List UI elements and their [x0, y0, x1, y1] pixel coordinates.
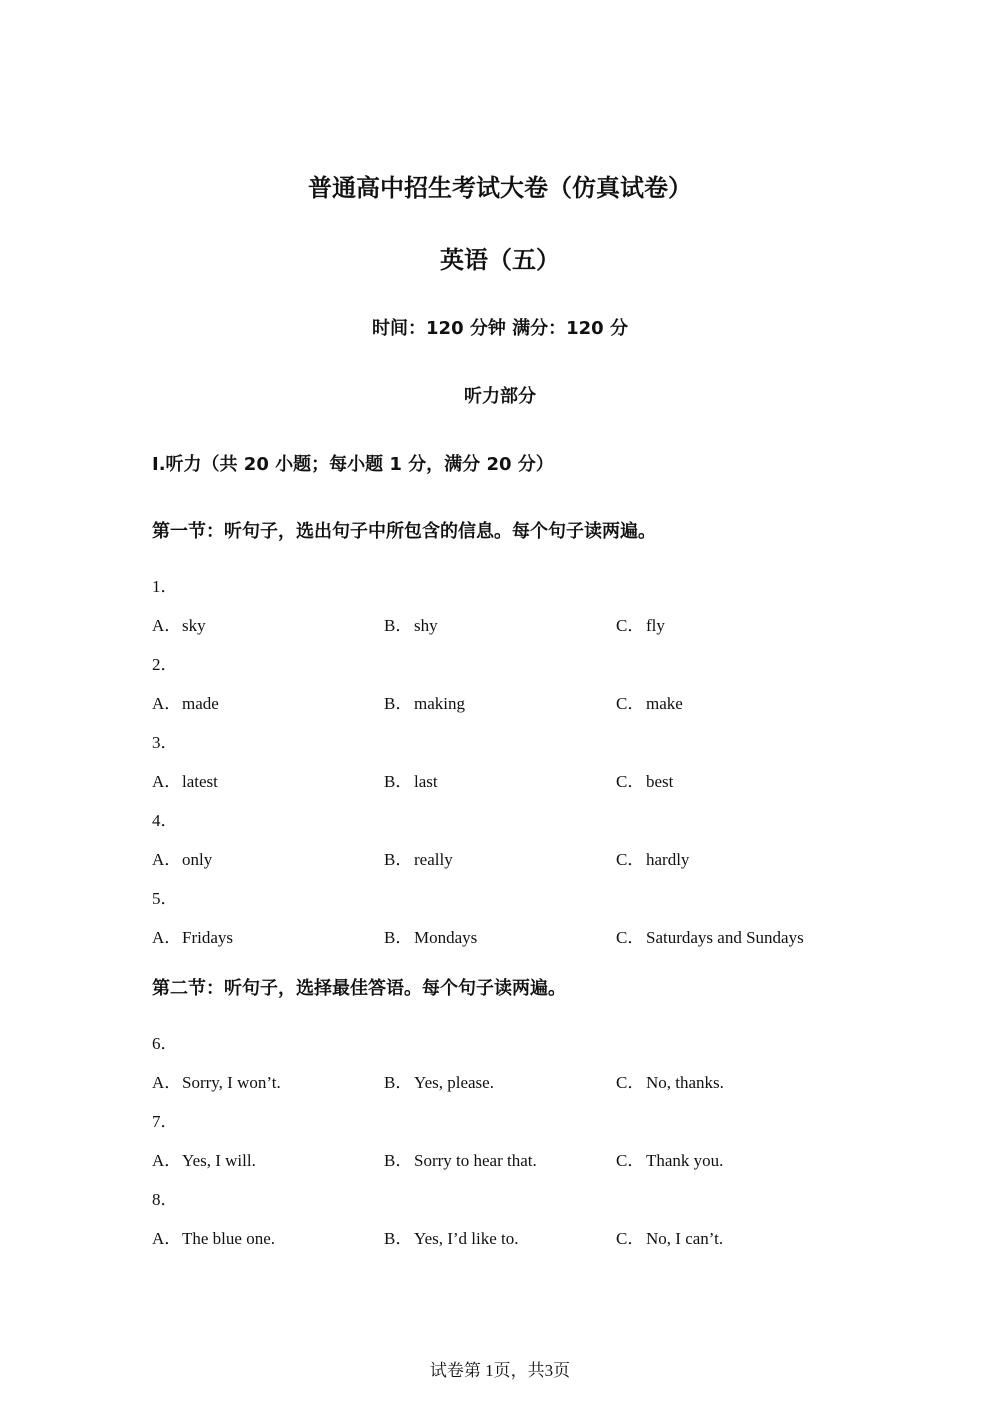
option-c: C．hardly [616, 850, 690, 869]
question-number: 5． [152, 889, 178, 908]
option-a: A．latest [152, 772, 218, 791]
option-a: A．Yes, I will. [152, 1151, 256, 1170]
option-a: A．Sorry, I won’t. [152, 1073, 281, 1092]
question-number: 1． [152, 577, 178, 596]
option-b: B．making [384, 694, 465, 713]
option-b: B．Mondays [384, 928, 478, 947]
option-b: B．Sorry to hear that. [384, 1151, 537, 1170]
option-b: B．Yes, I’d like to. [384, 1229, 519, 1248]
option-c: C．Thank you. [616, 1151, 724, 1170]
question-number: 4． [152, 811, 178, 830]
exam-part-title: 听力部分 [464, 386, 536, 407]
option-c: C．Saturdays and Sundays [616, 928, 804, 947]
question-number: 8． [152, 1190, 178, 1209]
exam-subject: 英语（五） [440, 246, 560, 274]
question-number: 2． [152, 655, 178, 674]
option-b: B．last [384, 772, 438, 791]
page-footer: 试卷第 1页，共3页 [429, 1361, 571, 1380]
option-c: C．No, I can’t. [616, 1229, 724, 1248]
option-c: C．make [616, 694, 683, 713]
option-b: B．shy [384, 616, 438, 635]
question-number: 3． [152, 733, 178, 752]
option-a: A．made [152, 694, 219, 713]
exam-time-info: 时间：120 分钟 满分：120 分 [372, 318, 628, 339]
section-heading: Ⅰ.听力（共 20 小题；每小题 1 分，满分 20 分） [152, 454, 554, 475]
option-c: C．best [616, 772, 674, 791]
exam-title: 普通高中招生考试大卷（仿真试卷） [308, 174, 692, 202]
part2-heading: 第二节：听句子，选择最佳答语。每个句子读两遍。 [152, 978, 566, 999]
option-b: B．really [384, 850, 453, 869]
option-c: C．fly [616, 616, 665, 635]
option-a: A．The blue one. [152, 1229, 275, 1248]
option-b: B．Yes, please. [384, 1073, 494, 1092]
option-c: C．No, thanks. [616, 1073, 724, 1092]
option-a: A．Fridays [152, 928, 233, 947]
question-number: 6． [152, 1034, 178, 1053]
question-number: 7． [152, 1112, 178, 1131]
part1-heading: 第一节：听句子，选出句子中所包含的信息。每个句子读两遍。 [152, 521, 656, 542]
option-a: A．only [152, 850, 213, 869]
option-a: A．sky [152, 616, 206, 635]
